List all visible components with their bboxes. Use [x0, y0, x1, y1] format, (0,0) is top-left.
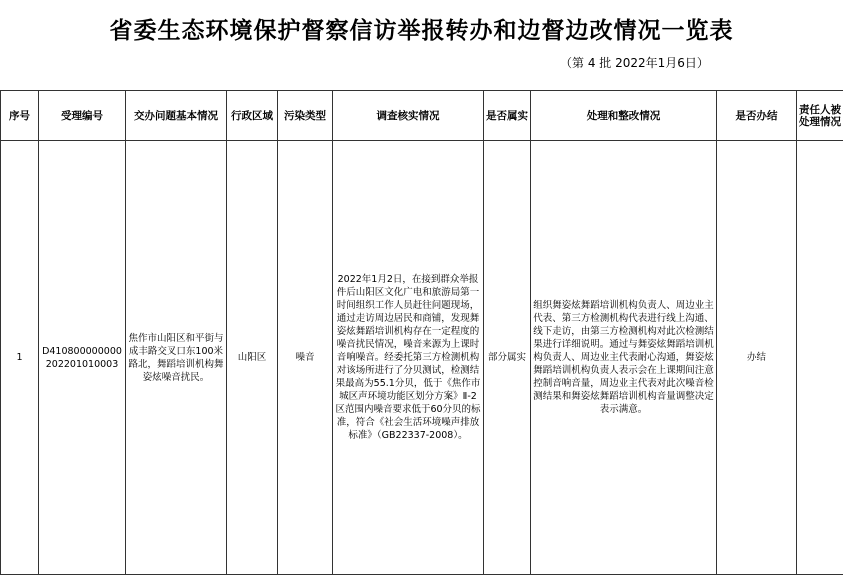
cell-closed: 办结 [717, 141, 797, 575]
page-title: 省委生态环境保护督察信访举报转办和边督边改情况一览表 [0, 12, 843, 45]
column-header-pollution-type: 污染类型 [278, 91, 333, 141]
cell-index: 1 [1, 141, 39, 575]
cell-issue: 焦作市山阳区和平街与成丰路交叉口东100米路北，舞蹈培训机构舞姿炫噪音扰民。 [126, 141, 227, 575]
column-header-issue: 交办问题基本情况 [126, 91, 227, 141]
column-header-district: 行政区域 [227, 91, 278, 141]
cell-investigation: 2022年1月2日，在接到群众举报件后山阳区文化广电和旅游局第一时间组织工作人员赶往问题现场，通过走访周边居民和商铺，发现舞姿炫舞蹈培训机构存在一定程度的噪音扰民情况，噪音来源为上课时音响噪音。经委托第三方检测机构对该场所进行了分贝测试，检测结果最高为55.1分贝，低于《焦作市城区声环境功能区划分方案》Ⅱ-2区范围内噪音要求低于60分贝的标准，符合《社会生活环境噪声排放标准》（GB22337-2008）。 [333, 141, 484, 575]
column-header-closed: 是否办结 [717, 91, 797, 141]
cell-case-id: D410800000000202201010003 [39, 141, 126, 575]
cell-verified: 部分属实 [484, 141, 531, 575]
column-header-investigation: 调查核实情况 [333, 91, 484, 141]
column-header-handling: 处理和整改情况 [531, 91, 717, 141]
table-header-row [1, 91, 843, 141]
column-header-index: 序号 [1, 91, 39, 141]
cell-pollution-type: 噪音 [278, 141, 333, 575]
column-header-case-id: 受理编号 [39, 91, 126, 141]
cell-district: 山阳区 [227, 141, 278, 575]
column-header-accountability: 责任人被处理情况 [797, 91, 843, 141]
cell-accountability [797, 141, 843, 575]
report-table [0, 90, 843, 575]
column-header-verified: 是否属实 [484, 91, 531, 141]
batch-date: （第 4 批 2022年1月6日） [560, 54, 709, 71]
cell-handling: 组织舞姿炫舞蹈培训机构负责人、周边业主代表、第三方检测机构代表进行线上沟通、线下走访，由第三方检测机构对此次检测结果进行详细说明。通过与舞姿炫舞蹈培训机构负责人、周边业主代表耐心沟通，舞姿炫舞蹈培训机构负责人表示会在上课期间注意控制音响音量，周边业主代表对此次噪音检测结果和舞姿炫舞蹈培训机构音量调整决定表示满意。 [531, 141, 717, 575]
table-row [1, 141, 843, 575]
